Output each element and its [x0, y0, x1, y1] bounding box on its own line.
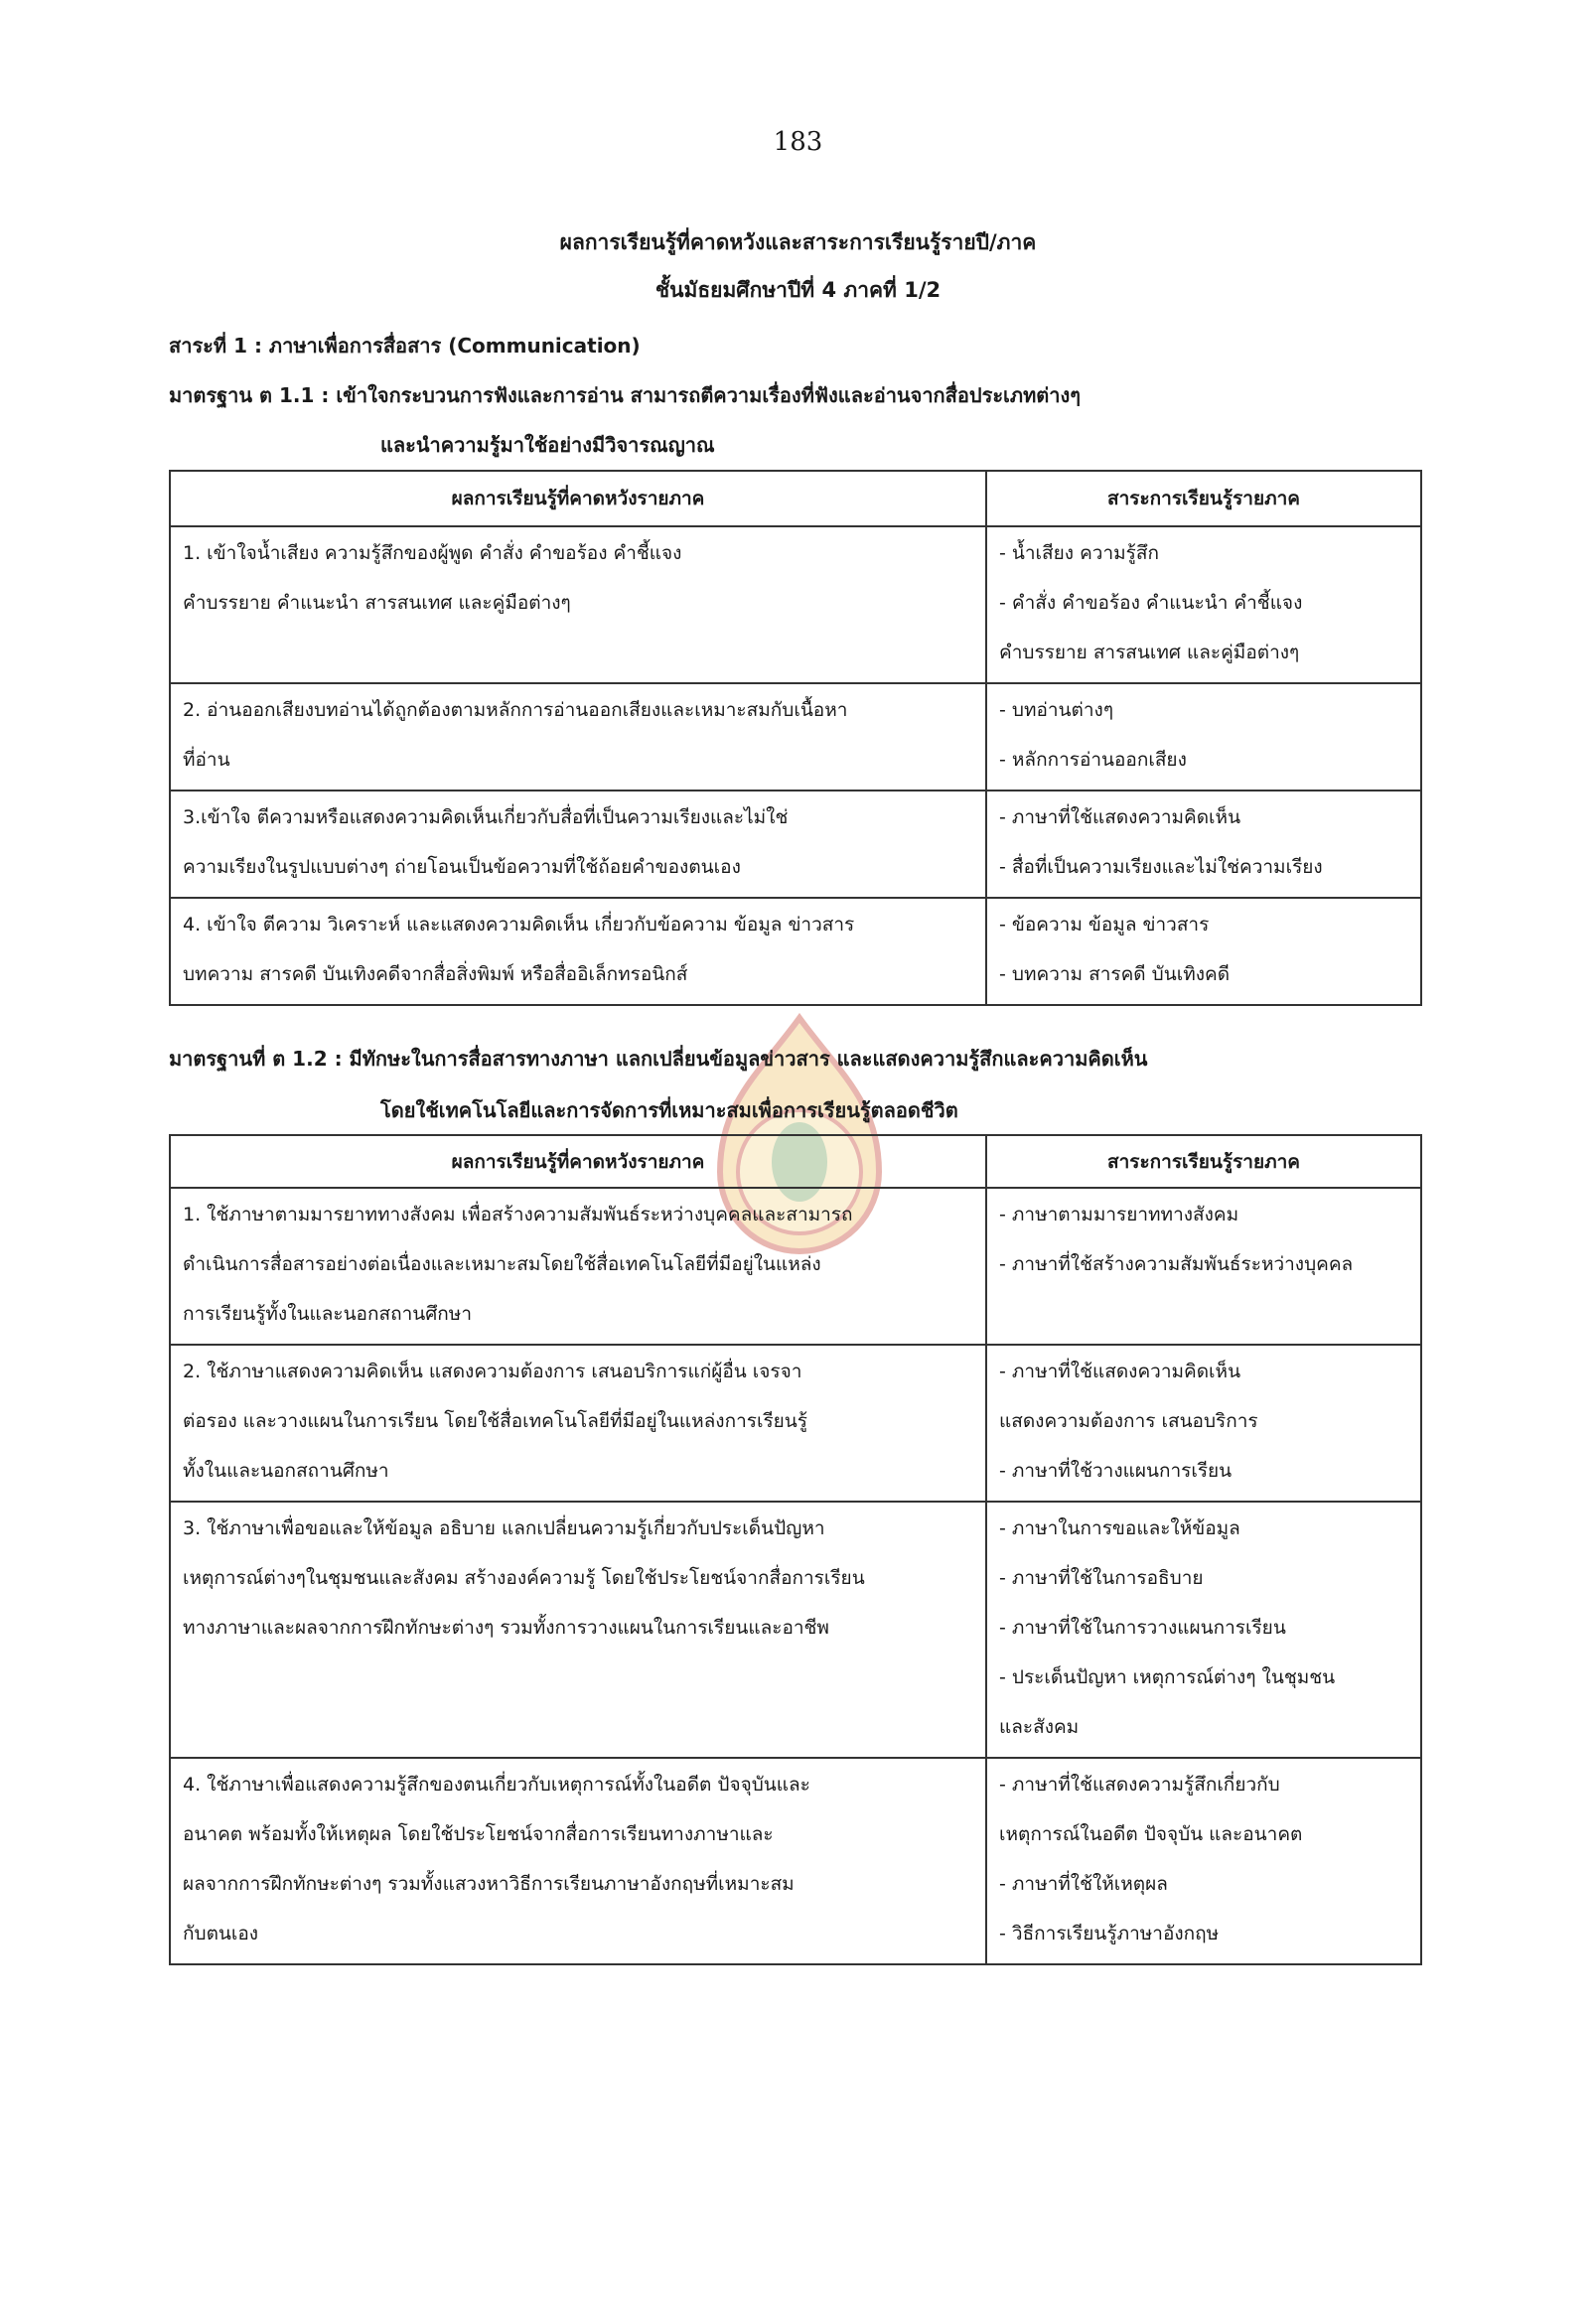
table-row: [170, 1758, 1421, 1964]
cell-line: ทั้งในและนอกสถานศึกษา: [183, 1460, 389, 1482]
cell-line: เหตุการณ์ต่างๆในชุมชนและสังคม สร้างองค์ความรู้ โดยใช้ประโยชน์จากสื่อการเรียน: [183, 1567, 865, 1589]
document-title: ผลการเรียนรู้ที่คาดหวังและสาระการเรียนรู้รายปี/ภาค: [559, 230, 1037, 254]
cell-line: ต่อรอง และวางแผนในการเรียน โดยใช้สื่อเทคโนโลยีที่มีอยู่ในแหล่งการเรียนรู้: [183, 1410, 807, 1432]
cell-line: เหตุการณ์ในอดีต ปัจจุบัน และอนาคต: [999, 1823, 1303, 1845]
content-cell: [986, 683, 1421, 791]
cell-line: - ภาษาตามมารยาททางสังคม: [999, 1204, 1239, 1225]
table-row: [170, 526, 1421, 683]
header-expected-outcomes: ผลการเรียนรู้ที่คาดหวังรายภาค: [170, 1135, 986, 1188]
cell-line: 1. เข้าใจน้ำเสียง ความรู้สึกของผู้พูด คำสั่ง คำขอร้อง คำชี้แจง: [183, 542, 682, 564]
cell-line: 4. ใช้ภาษาเพื่อแสดงความรู้สึกของตนเกี่ยวกับเหตุการณ์ทั้งในอดีต ปัจจุบันและ: [183, 1774, 810, 1796]
table-row: [170, 1502, 1421, 1758]
content-cell: [986, 1188, 1421, 1345]
cell-line: - บทความ สารคดี บันเทิงคดี: [999, 963, 1231, 985]
cell-line: 1. ใช้ภาษาตามมารยาททางสังคม เพื่อสร้างความสัมพันธ์ระหว่างบุคคลและสามารถ: [183, 1204, 853, 1225]
content-cell: [986, 791, 1421, 898]
cell-line: - ประเด็นปัญหา เหตุการณ์ต่างๆ ในชุมชน: [999, 1666, 1336, 1688]
content-cell: [986, 526, 1421, 683]
cell-line: - ภาษาที่ใช้ให้เหตุผล: [999, 1873, 1168, 1895]
cell-line: การเรียนรู้ทั้งในและนอกสถานศึกษา: [183, 1303, 472, 1325]
cell-line: - หลักการอ่านออกเสียง: [999, 749, 1187, 771]
outcome-cell: [170, 1502, 986, 1758]
outcome-cell: [170, 1188, 986, 1345]
cell-line: - ภาษาที่ใช้สร้างความสัมพันธ์ระหว่างบุคคล: [999, 1253, 1354, 1275]
cell-line: ที่อ่าน: [183, 749, 230, 771]
cell-line: - น้ำเสียง ความรู้สึก: [999, 542, 1159, 564]
cell-line: 2. ใช้ภาษาแสดงความคิดเห็น แสดงความต้องการ เสนอบริการแก่ผู้อื่น เจรจา: [183, 1361, 802, 1382]
cell-line: ทางภาษาและผลจากการฝึกทักษะต่างๆ รวมทั้งการวางแผนในการเรียนและอาชีพ: [183, 1617, 829, 1639]
cell-line: ผลจากการฝึกทักษะต่างๆ รวมทั้งแสวงหาวิธีการเรียนภาษาอังกฤษที่เหมาะสม: [183, 1873, 795, 1895]
standard-1-heading: มาตรฐาน ต 1.1 : เข้าใจกระบวนการฟังและการอ่าน สามารถตีความเรื่องที่ฟังและอ่านจากสื่อประเภทต่างๆ: [169, 383, 1081, 407]
cell-line: - ภาษาที่ใช้แสดงความคิดเห็น: [999, 806, 1241, 828]
cell-line: - ข้อความ ข้อมูล ข่าวสาร: [999, 914, 1210, 936]
cell-line: อนาคต พร้อมทั้งให้เหตุผล โดยใช้ประโยชน์จากสื่อการเรียนทางภาษาและ: [183, 1823, 774, 1845]
standard-1-table: [169, 470, 1422, 1006]
table-row: [170, 1188, 1421, 1345]
table-row: [170, 1345, 1421, 1502]
content-cell: [986, 898, 1421, 1005]
cell-line: - ภาษาที่ใช้ในการอธิบาย: [999, 1567, 1204, 1589]
outcome-cell: [170, 898, 986, 1005]
table-row: [170, 791, 1421, 898]
cell-line: และสังคม: [999, 1716, 1080, 1738]
content-cell: [986, 1758, 1421, 1964]
outcome-cell: [170, 791, 986, 898]
strand-heading: สาระที่ 1 : ภาษาเพื่อการสื่อสาร (Communication): [169, 334, 641, 358]
outcome-cell: [170, 1758, 986, 1964]
cell-line: คำบรรยาย คำแนะนำ สารสนเทศ และคู่มือต่างๆ: [183, 592, 571, 614]
cell-line: 2. อ่านออกเสียงบทอ่านได้ถูกต้องตามหลักการอ่านออกเสียงและเหมาะสมกับเนื้อหา: [183, 699, 848, 721]
cell-line: - วิธีการเรียนรู้ภาษาอังกฤษ: [999, 1923, 1220, 1944]
cell-line: - คำสั่ง คำขอร้อง คำแนะนำ คำชี้แจง: [999, 592, 1303, 614]
standard-2-table: [169, 1134, 1422, 1965]
standard-1-heading-cont: และนำความรู้มาใช้อย่างมีวิจารณญาณ: [380, 433, 715, 457]
cell-line: ความเรียงในรูปแบบต่างๆ ถ่ายโอนเป็นข้อความที่ใช้ถ้อยคำของตนเอง: [183, 856, 741, 878]
cell-line: กับตนเอง: [183, 1923, 259, 1944]
header-expected-outcomes: ผลการเรียนรู้ที่คาดหวังรายภาค: [170, 471, 986, 526]
cell-line: - ภาษาในการขอและให้ข้อมูล: [999, 1517, 1240, 1539]
document-subtitle: ชั้นมัธยมศึกษาปีที่ 4 ภาคที่ 1/2: [654, 278, 942, 302]
cell-line: 4. เข้าใจ ตีความ วิเคราะห์ และแสดงความคิดเห็น เกี่ยวกับข้อความ ข้อมูล ข่าวสาร: [183, 914, 855, 936]
standard-2-heading-cont: โดยใช้เทคโนโลยีและการจัดการที่เหมาะสมเพื่อการเรียนรู้ตลอดชีวิต: [380, 1098, 958, 1122]
table-row: [170, 683, 1421, 791]
cell-line: - บทอ่านต่างๆ: [999, 699, 1114, 721]
cell-line: 3. ใช้ภาษาเพื่อขอและให้ข้อมูล อธิบาย แลกเปลี่ยนความรู้เกี่ยวกับประเด็นปัญหา: [183, 1517, 825, 1539]
cell-line: - ภาษาที่ใช้แสดงความคิดเห็น: [999, 1361, 1241, 1382]
cell-line: บทความ สารคดี บันเทิงคดีจากสื่อสิ่งพิมพ์ หรือสื่ออิเล็กทรอนิกส์: [183, 963, 688, 985]
page-number: 183: [773, 127, 823, 157]
header-learning-content: สาระการเรียนรู้รายภาค: [986, 1135, 1421, 1188]
outcome-cell: [170, 526, 986, 683]
cell-line: - ภาษาที่ใช้แสดงความรู้สึกเกี่ยวกับ: [999, 1774, 1280, 1796]
table-row: [170, 898, 1421, 1005]
cell-line: ดำเนินการสื่อสารอย่างต่อเนื่องและเหมาะสมโดยใช้สื่อเทคโนโลยีที่มีอยู่ในแหล่ง: [183, 1253, 821, 1275]
outcome-cell: [170, 683, 986, 791]
cell-line: แสดงความต้องการ เสนอบริการ: [999, 1410, 1258, 1432]
outcome-cell: [170, 1345, 986, 1502]
cell-line: คำบรรยาย สารสนเทศ และคู่มือต่างๆ: [999, 642, 1300, 663]
cell-line: - ภาษาที่ใช้วางแผนการเรียน: [999, 1460, 1233, 1482]
cell-line: - สื่อที่เป็นความเรียงและไม่ใช่ความเรียง: [999, 856, 1323, 878]
cell-line: - ภาษาที่ใช้ในการวางแผนการเรียน: [999, 1617, 1286, 1639]
cell-line: 3.เข้าใจ ตีความหรือแสดงความคิดเห็นเกี่ยวกับสื่อที่เป็นความเรียงและไม่ใช่: [183, 806, 789, 828]
header-learning-content: สาระการเรียนรู้รายภาค: [986, 471, 1421, 526]
standard-2-heading: มาตรฐานที่ ต 1.2 : มีทักษะในการสื่อสารทางภาษา แลกเปลี่ยนข้อมูลข่าวสาร และแสดงความรู้สึกและความคิดเห็น: [169, 1047, 1148, 1071]
content-cell: [986, 1502, 1421, 1758]
content-cell: [986, 1345, 1421, 1502]
